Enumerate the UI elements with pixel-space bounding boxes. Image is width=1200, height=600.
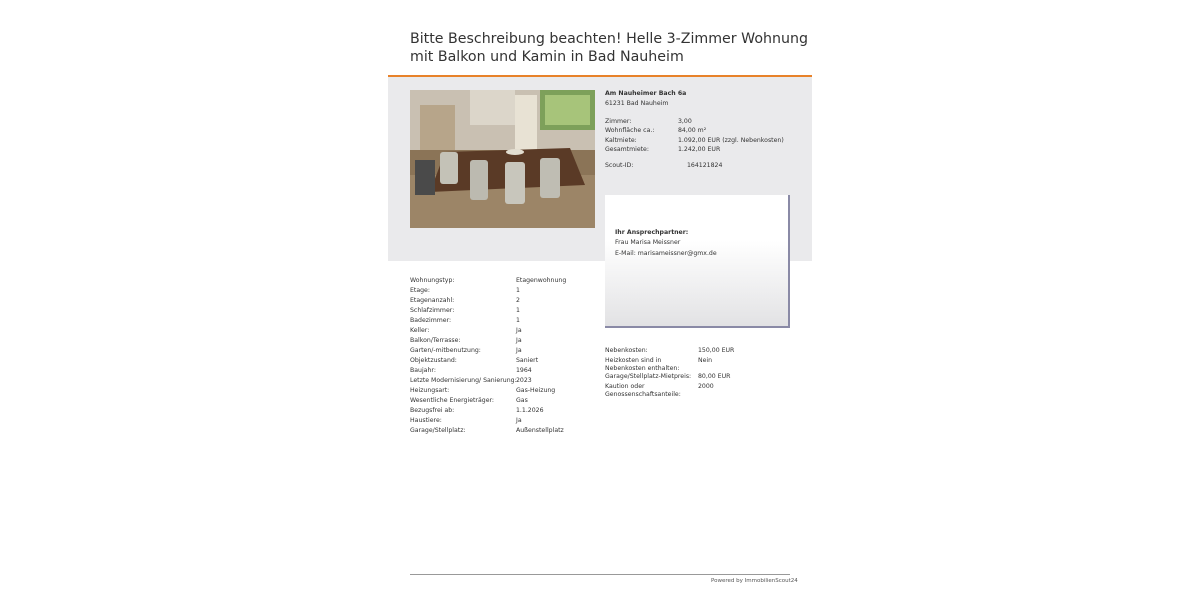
detail-label: Wohnungstyp: — [410, 277, 455, 284]
detail-value: Ja — [516, 337, 522, 344]
contact-heading: Ihr Ansprechpartner: — [615, 229, 689, 236]
cost-value: 2000 — [698, 383, 714, 390]
detail-label: Objektzustand: — [410, 357, 457, 364]
footer-divider — [410, 574, 790, 575]
fact-value: 3,00 — [678, 118, 692, 125]
detail-label: Haustiere: — [410, 417, 442, 424]
detail-value: Ja — [516, 347, 522, 354]
detail-label: Etagenanzahl: — [410, 297, 455, 304]
detail-value: Außenstellplatz — [516, 427, 564, 434]
detail-value: 2023 — [516, 377, 532, 384]
detail-label: Balkon/Terrasse: — [410, 337, 461, 344]
detail-label: Garten/-mitbenutzung: — [410, 347, 481, 354]
cost-label: Nebenkosten: — [605, 347, 648, 354]
contact-box — [605, 195, 790, 328]
address-city: 61231 Bad Nauheim — [605, 100, 669, 107]
cost-label: Garage/Stellplatz-Mietpreis: — [605, 373, 692, 380]
cost-value: 80,00 EUR — [698, 373, 731, 380]
detail-value: Gas-Heizung — [516, 387, 556, 394]
cost-label: Kaution oder Genossenschaftsanteile: — [605, 383, 681, 398]
footer-credit: Powered by ImmobilienScout24 — [711, 578, 798, 584]
detail-value: Etagenwohnung — [516, 277, 567, 284]
detail-label: Schlafzimmer: — [410, 307, 455, 314]
listing-photo — [410, 90, 595, 228]
detail-label: Bezugsfrei ab: — [410, 407, 455, 414]
cost-label: Heizkosten sind in Nebenkosten enthalten: — [605, 357, 680, 372]
detail-value: 2 — [516, 297, 520, 304]
fact-label: Kaltmiete: — [605, 137, 637, 144]
detail-label: Heizungsart: — [410, 387, 450, 394]
detail-value: 1 — [516, 317, 520, 324]
detail-value: 1 — [516, 307, 520, 314]
contact-email-row — [615, 250, 717, 258]
fact-value: 1.242,00 EUR — [678, 146, 721, 153]
detail-value: Saniert — [516, 357, 539, 364]
detail-label: Baujahr: — [410, 367, 436, 374]
detail-label: Keller: — [410, 327, 430, 334]
detail-value: Gas — [516, 397, 528, 404]
contact-name: Frau Marisa Meissner — [615, 239, 681, 246]
cost-value: 150,00 EUR — [698, 347, 735, 354]
fact-label: Zimmer: — [605, 118, 632, 125]
contact-email[interactable]: marisameissner@gmx.de — [637, 250, 717, 257]
cost-value: Nein — [698, 357, 713, 364]
scout-id-value: 164121824 — [687, 162, 723, 169]
fact-value: 84,00 m² — [678, 127, 707, 134]
fact-label: Gesamtmiete: — [605, 146, 649, 153]
fact-label: Wohnfläche ca.: — [605, 127, 655, 134]
scout-id-label: Scout-ID: — [605, 162, 634, 169]
detail-label: Badezimmer: — [410, 317, 452, 324]
fact-value: 1.092,00 EUR (zzgl. Nebenkosten) — [678, 137, 784, 144]
detail-label: Etage: — [410, 287, 430, 294]
detail-label: Garage/Stellplatz: — [410, 427, 466, 434]
contact-email-label: E-Mail: — [615, 250, 636, 257]
detail-label: Letzte Modernisierung/ Sanierung: — [410, 377, 517, 384]
address-street: Am Nauheimer Bach 6a — [605, 90, 687, 97]
detail-value: 1 — [516, 287, 520, 294]
detail-value: 1964 — [516, 367, 532, 374]
detail-label: Wesentliche Energieträger: — [410, 397, 495, 404]
detail-value: 1.1.2026 — [516, 407, 544, 414]
listing-title: Bitte Beschreibung beachten! Helle 3-Zimmer Wohnung mit Balkon und Kamin in Bad Nauheim — [410, 31, 808, 65]
detail-value: Ja — [516, 327, 522, 334]
detail-value: Ja — [516, 417, 522, 424]
